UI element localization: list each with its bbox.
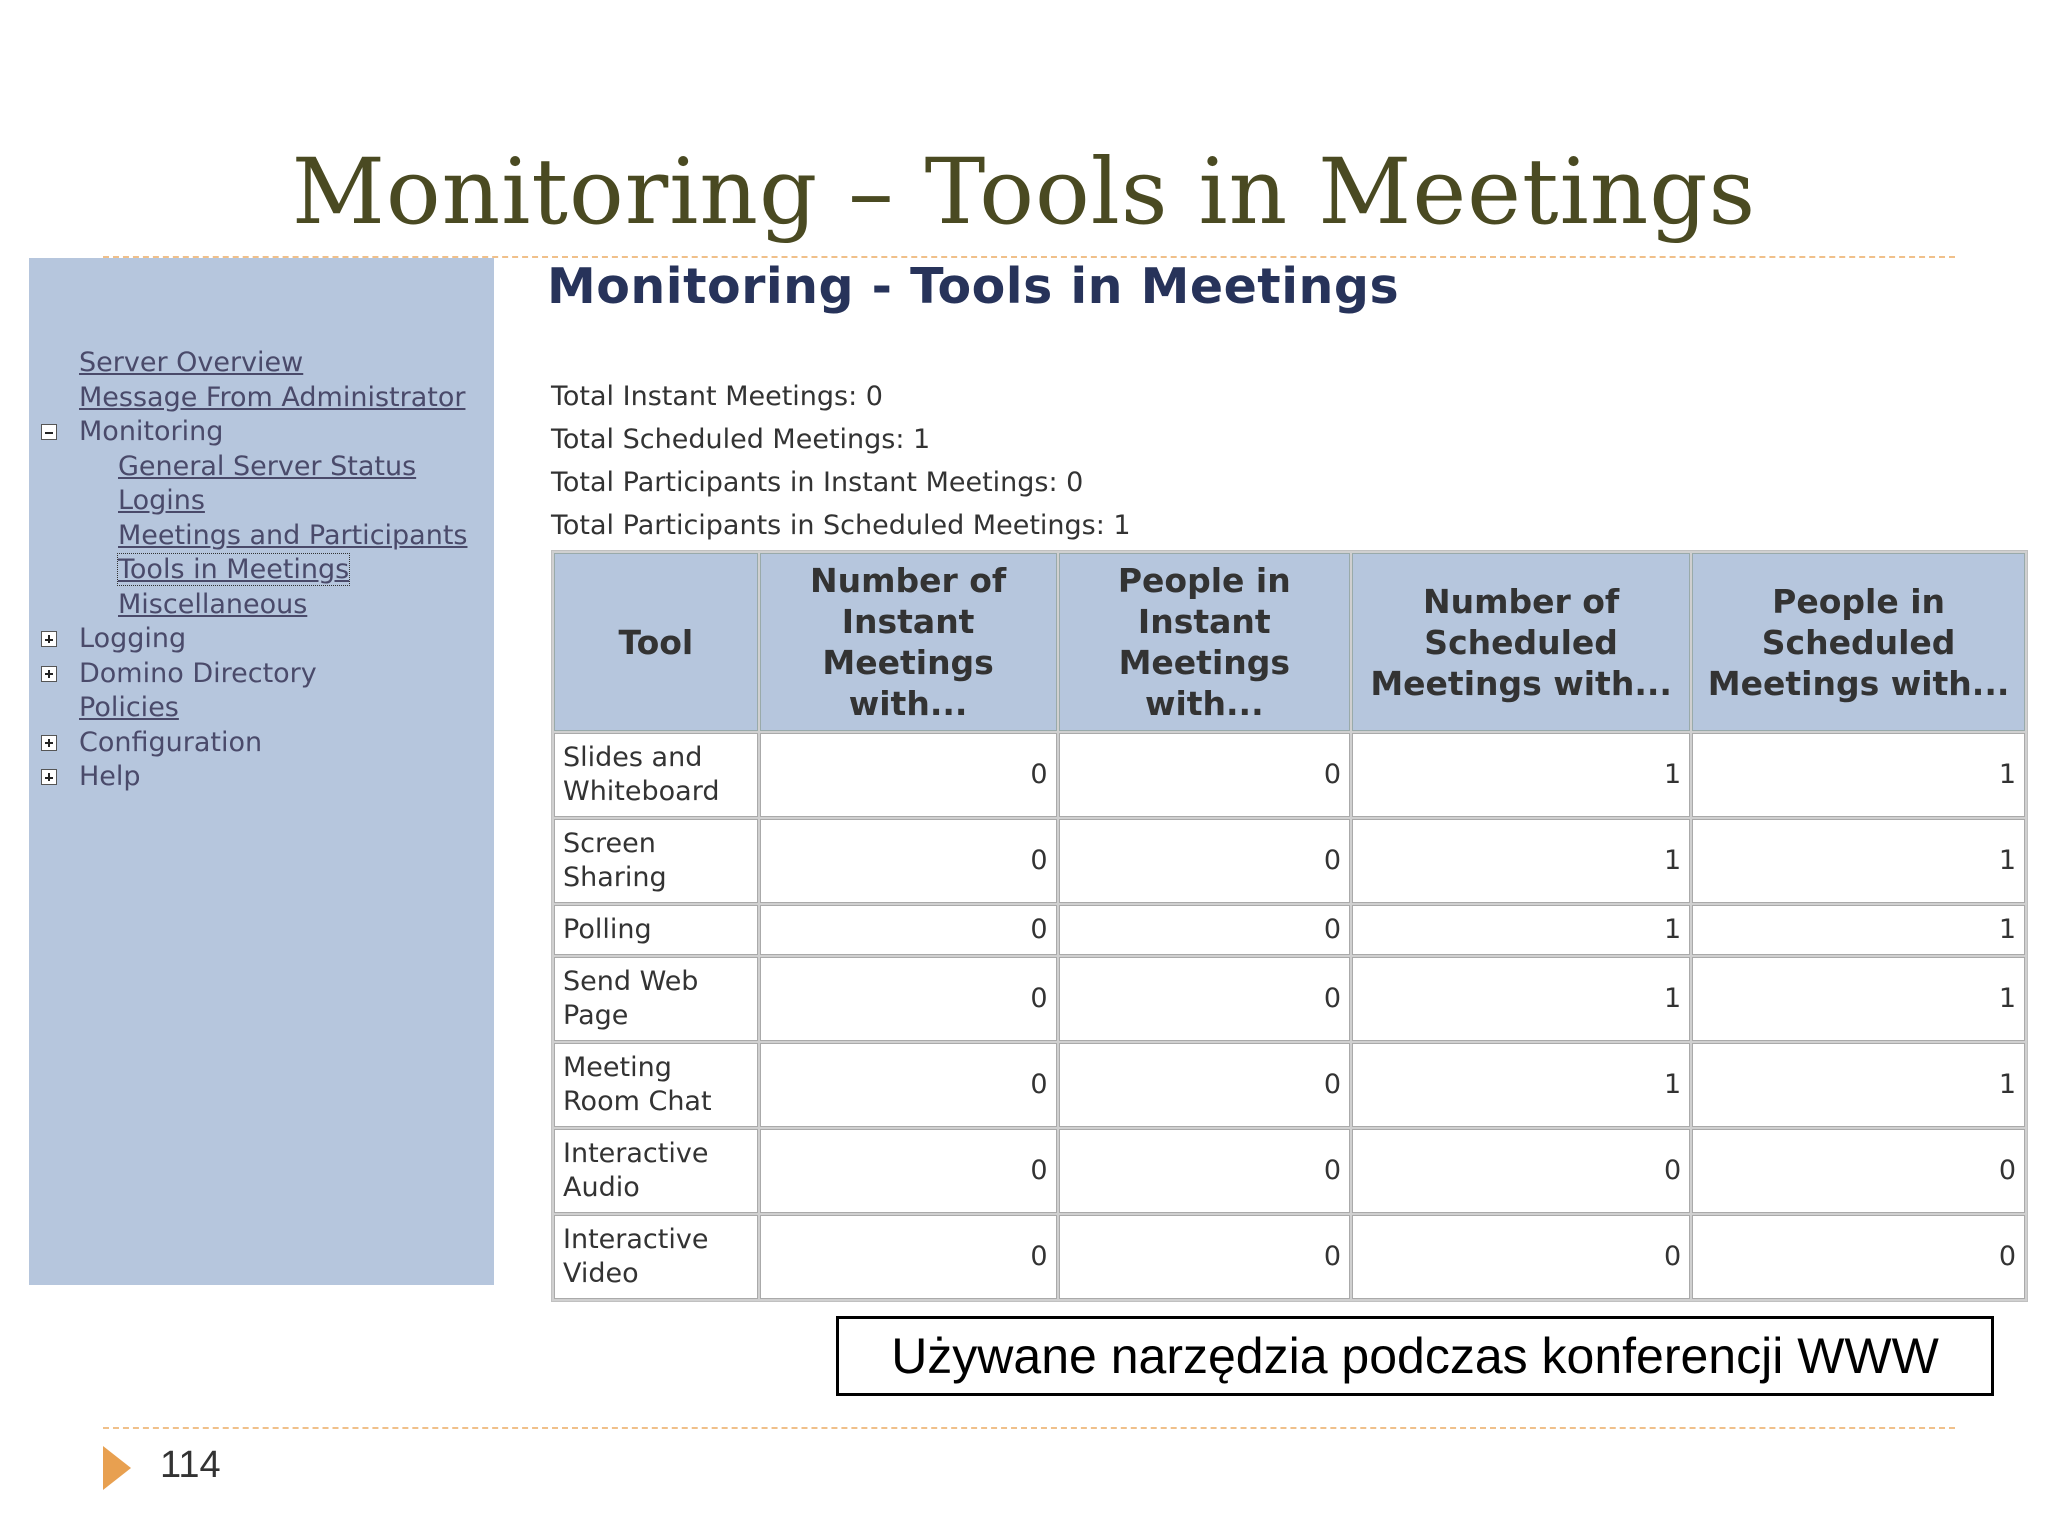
tool-name-cell: Slides and Whiteboard	[554, 733, 758, 817]
caption-box: Używane narzędzia podczas konferencji WWW	[836, 1316, 1994, 1396]
page-number: 114	[160, 1444, 221, 1486]
column-header: Tool	[554, 553, 758, 731]
sidebar-item-miscellaneous[interactable]	[41, 588, 486, 623]
tool-name-cell: Send Web Page	[554, 957, 758, 1041]
value-cell: 1	[1692, 957, 2025, 1041]
sidebar-item-configuration[interactable]	[41, 726, 486, 761]
value-cell: 0	[760, 733, 1057, 817]
tools-table	[551, 550, 2028, 1302]
tool-name-cell: Meeting Room Chat	[554, 1043, 758, 1127]
column-header: Number of Scheduled Meetings with...	[1352, 553, 1690, 731]
tool-name-cell: Screen Sharing	[554, 819, 758, 903]
sidebar-item-domino-directory[interactable]	[41, 657, 486, 692]
main-content	[494, 258, 2016, 1289]
value-cell: 0	[1059, 905, 1351, 955]
tool-name-cell: Polling	[554, 905, 758, 955]
sidebar-nav	[41, 346, 486, 795]
value-cell: 0	[1692, 1129, 2025, 1213]
table-row	[554, 1043, 2025, 1127]
screenshot-panel	[29, 258, 2016, 1289]
collapse-icon[interactable]	[41, 424, 57, 440]
stat-line: Total Instant Meetings: 0	[551, 381, 883, 412]
sidebar-item-tools-in-meetings[interactable]	[41, 553, 486, 588]
value-cell: 1	[1692, 1043, 2025, 1127]
value-cell: 0	[1059, 733, 1351, 817]
sidebar-item-label[interactable]: Logins	[118, 485, 205, 516]
value-cell: 1	[1352, 733, 1690, 817]
sidebar-item-server-overview[interactable]	[41, 346, 486, 381]
sidebar-item-label[interactable]: Tools in Meetings	[118, 554, 350, 585]
tool-name-cell: Interactive Audio	[554, 1129, 758, 1213]
sidebar-item-meetings-and-participants[interactable]	[41, 519, 486, 554]
value-cell: 1	[1692, 819, 2025, 903]
tool-name-cell: Interactive Video	[554, 1215, 758, 1299]
value-cell: 1	[1352, 957, 1690, 1041]
sidebar-item-label[interactable]: General Server Status	[118, 450, 417, 482]
sidebar-item-label[interactable]: Policies	[79, 692, 179, 723]
value-cell: 1	[1692, 905, 2025, 955]
table-body	[554, 733, 2025, 1299]
column-header: People in Scheduled Meetings with...	[1692, 553, 2025, 731]
sidebar-item-label[interactable]: Domino Directory	[79, 657, 317, 689]
expand-icon[interactable]	[41, 735, 57, 751]
page-marker-icon	[103, 1446, 131, 1490]
sidebar-item-label[interactable]: Miscellaneous	[118, 588, 308, 620]
expand-icon[interactable]	[41, 631, 57, 647]
sidebar-item-logging[interactable]	[41, 622, 486, 657]
value-cell: 0	[760, 1129, 1057, 1213]
expand-icon[interactable]	[41, 666, 57, 682]
table-row	[554, 905, 2025, 955]
slide-title: Monitoring – Tools in Meetings	[291, 140, 1757, 245]
sidebar-item-message-from-administrator[interactable]	[41, 381, 486, 416]
value-cell: 0	[1059, 819, 1351, 903]
table-header-row	[554, 553, 2025, 731]
sidebar-item-label[interactable]: Help	[79, 761, 141, 792]
value-cell: 0	[1352, 1215, 1690, 1299]
sidebar-item-label[interactable]: Configuration	[79, 726, 263, 758]
value-cell: 1	[1352, 819, 1690, 903]
expand-icon[interactable]	[41, 769, 57, 785]
value-cell: 0	[1059, 1215, 1351, 1299]
value-cell: 0	[1352, 1129, 1690, 1213]
column-header: People in Instant Meetings with...	[1059, 553, 1351, 731]
sidebar-item-general-server-status[interactable]	[41, 450, 486, 485]
value-cell: 1	[1352, 1043, 1690, 1127]
value-cell: 0	[760, 1043, 1057, 1127]
sidebar-item-policies[interactable]	[41, 691, 486, 726]
stat-line: Total Scheduled Meetings: 1	[551, 424, 931, 455]
value-cell: 0	[760, 819, 1057, 903]
table-row	[554, 1215, 2025, 1299]
table-row	[554, 733, 2025, 817]
sidebar-item-monitoring[interactable]	[41, 415, 486, 450]
stats-list	[551, 375, 1131, 547]
value-cell: 0	[1059, 1129, 1351, 1213]
sidebar-item-label[interactable]: Server Overview	[79, 347, 304, 378]
sidebar-item-label[interactable]: Meetings and Participants	[118, 519, 468, 551]
value-cell: 1	[1352, 905, 1690, 955]
value-cell: 1	[1692, 733, 2025, 817]
sidebar-item-help[interactable]	[41, 760, 486, 795]
bottom-divider	[103, 1427, 1955, 1429]
sidebar-item-label[interactable]: Logging	[79, 623, 187, 654]
value-cell: 0	[1059, 957, 1351, 1041]
sidebar-item-label[interactable]: Message From Administrator	[79, 381, 466, 413]
stat-line: Total Participants in Instant Meetings: 0	[551, 467, 1084, 498]
stat-line: Total Participants in Scheduled Meetings: 1	[551, 510, 1131, 541]
sidebar	[29, 258, 494, 1285]
column-header: Number of Instant Meetings with...	[760, 553, 1057, 731]
table-row	[554, 819, 2025, 903]
value-cell: 0	[1692, 1215, 2025, 1299]
value-cell: 0	[760, 957, 1057, 1041]
table-row	[554, 1129, 2025, 1213]
value-cell: 0	[760, 1215, 1057, 1299]
value-cell: 0	[760, 905, 1057, 955]
sidebar-item-logins[interactable]	[41, 484, 486, 519]
value-cell: 0	[1059, 1043, 1351, 1127]
page-heading: Monitoring - Tools in Meetings	[547, 258, 1400, 315]
sidebar-item-label[interactable]: Monitoring	[79, 416, 224, 447]
table-row	[554, 957, 2025, 1041]
